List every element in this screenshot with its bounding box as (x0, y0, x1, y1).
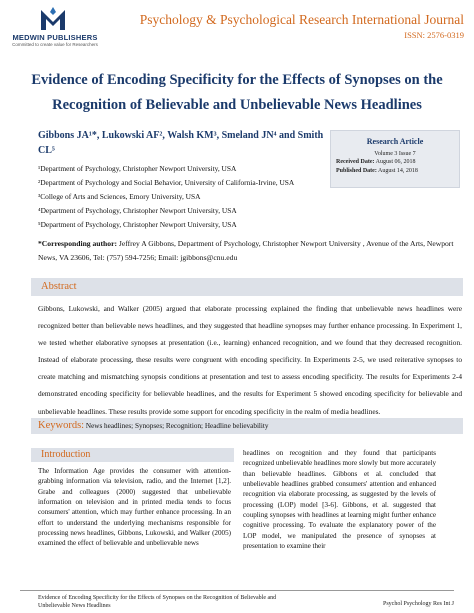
page-header (0, 0, 474, 56)
author-list: Gibbons JA¹*, Lukowski AF², Walsh KM³, Smeland JN⁴ and Smith CL⁵ (38, 130, 324, 156)
received-date-value: August 06, 2018 (375, 159, 416, 165)
footer-journal-abbrev: Psychol Psychology Res Int J (382, 601, 454, 607)
affiliation-list (38, 162, 330, 232)
corresponding-author-text: Jeffrey A Gibbons, Department of Psychology, Christopher Newport University , Avenue of the Arts, Newport News, VA 23606, Tel: (757) 594-7256; Email: jgibbons@cnu.edu (38, 239, 454, 262)
abstract-header-bar (31, 278, 463, 296)
published-date-value: August 14, 2018 (378, 168, 418, 174)
received-date-label: Received Date: (336, 159, 375, 165)
journal-issn: ISSN: 2576-0319 (404, 30, 464, 40)
corresponding-author (38, 237, 460, 265)
article-type: Research Article (366, 137, 424, 146)
introduction-left-column: The Information Age provides the consumer with attention-grabbing information via television, radio, and the Internet [1,2]. Grabe and colleagues (2000) suggested that unbelievable information on television and in printed media tends to focus consumers' attention, which may further enhance processing. In an effort to understand the underlying mechanisms responsible for processing news headlines, Gibbons, Lukowski, and Walker (2005) examined the effect of believable and unbelievable news (38, 467, 231, 548)
publisher-logo (10, 6, 100, 50)
publisher-tagline: Committed to create value for Researchers (12, 42, 98, 47)
publisher-logo-icon (38, 6, 68, 32)
footer-article-title: Evidence of Encoding Specificity for the Effects of Synopses on the Recognition of Believable and Unbelievable News Headlines (38, 595, 277, 609)
keywords (38, 420, 462, 432)
article-info-box (330, 130, 460, 188)
article-title: Evidence of Encoding Specificity for the Effects of Synopses on the Recognition of Believable and Unbelievable News Headlines (31, 72, 443, 113)
affiliation-item: ⁴Department of Psychology, Christopher Newport University, USA (38, 206, 237, 215)
footer-divider (20, 590, 454, 591)
affiliation-item: ¹Department of Psychology, Christopher Newport University, USA (38, 164, 237, 173)
published-date-row (331, 167, 459, 176)
publisher-name: MEDWIN PUBLISHERS (12, 33, 98, 42)
affiliation-item: ⁵Department of Psychology, Christopher Newport University, USA (38, 220, 237, 229)
abstract-body: Gibbons, Lukowski, and Walker (2005) argued that elaborate processing explained the finding that unbelievable news headlines were recognized better than believable news headlines, and they suggested that headline synopses may further enhance processing. In Experiment 1, we tested whether elaborative synopses at presentation (i.e., learning) enhanced recognition, and we found that they decreased recognition. Instead of elaborate processing, these results were congruent with encoding specificity. In Experiments 2-5, we used reiterative synopses to create matching and mismatching synopsis conditions at presentation and test to assess encoding specificity. The results for Experiments 2-4 demonstrated encoding specificity for believable headlines, and the results for Experiment 5 showed encoding specificity for believable and unbelievable headlines. These results provide some support for encoding specificity in the realm of media headlines. (38, 304, 462, 416)
volume-issue: Volume 3 Issue 7 (374, 151, 416, 157)
introduction-heading: Introduction (41, 449, 91, 460)
introduction-right-column: headlines on recognition and they found that participants recognized unbelievable headlines more slowly but more accurately than believable headlines. Gibbons et al. concluded that unbelievable headlines grabbed consumers' attention and enhanced recognition via elaborate processing, as suggested by the levels of processing (LOP) model [3-6]. Gibbons, et al. suggested that coupling synopses with headlines at learning might further enhance cognitive processing. To evaluate the explanatory power of the LOP model, we manipulated the presence of synopses at presentation to examine their (243, 449, 436, 551)
corresponding-author-label: *Corresponding author: (38, 239, 117, 248)
journal-title: Psychology & Psychological Research International Journal (139, 12, 464, 27)
keywords-text: News headlines; Synopses; Recognition; Headline believability (85, 422, 269, 430)
published-date-label: Published Date: (336, 168, 377, 174)
affiliation-item: ³College of Arts and Sciences, Emory University, USA (38, 192, 201, 201)
abstract-heading: Abstract (41, 281, 77, 292)
received-date-row (331, 158, 459, 167)
affiliation-item: ²Department of Psychology and Social Behavior, University of California-Irvine, USA (38, 178, 295, 187)
keywords-label: Keywords: (38, 420, 85, 431)
